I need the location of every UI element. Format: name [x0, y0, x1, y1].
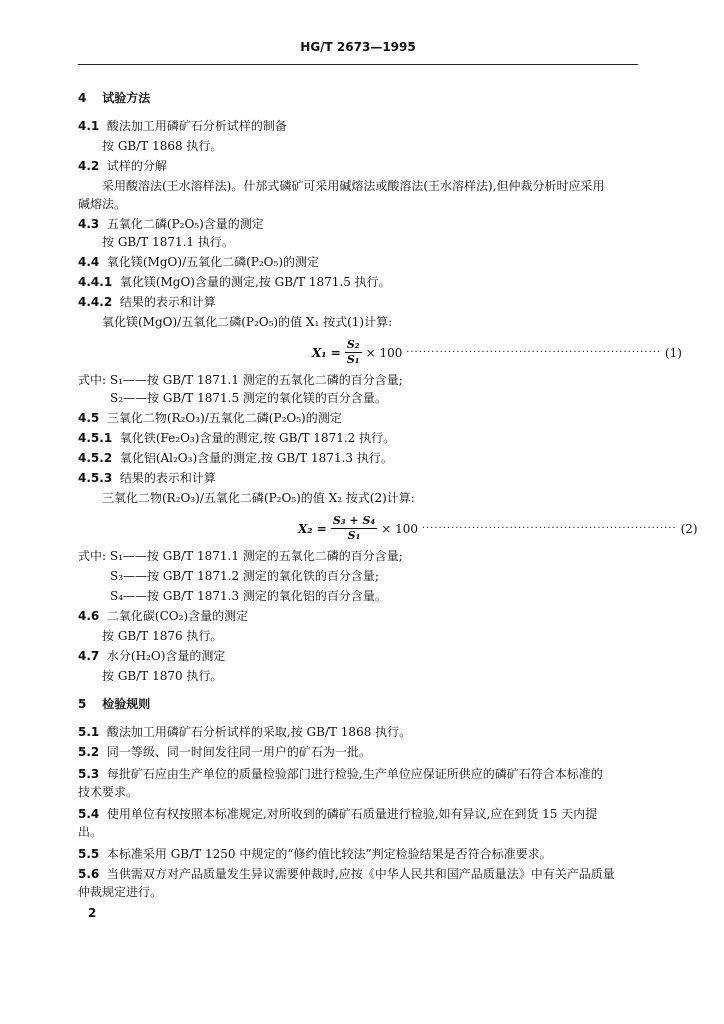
where-2-s1: 式中: S₁——按 GB/T 1871.1 测定的五氧化二磷的百分含量;	[78, 549, 403, 563]
where-2-s3: S₃——按 GB/T 1871.2 测定的氧化铁的百分含量;	[110, 569, 379, 583]
clause-4-3: 4.3 五氧化二磷(P₂O₅)含量的测定	[78, 217, 264, 231]
formula-1-leader: ·····························································	[406, 347, 662, 358]
formula-2-lhs: X₂ =	[298, 521, 327, 536]
clause-4-5-1: 4.5.1 氧化铁(Fe₂O₃)含量的测定,按 GB/T 1871.2 执行。	[78, 431, 396, 445]
clause-4-4-1: 4.4.1 氧化镁(MgO)含量的测定,按 GB/T 1871.5 执行。	[78, 275, 391, 289]
clause-4-6: 4.6 二氧化碳(CO₂)含量的测定	[78, 609, 249, 623]
clause-5-6-cont: 仲裁规定进行。	[78, 885, 163, 899]
formula-2	[298, 514, 698, 543]
standard-header: HG/T 2673—1995	[300, 40, 416, 54]
header-rule	[78, 64, 638, 65]
section-4-heading: 4 试验方法	[78, 91, 151, 105]
clause-4-6-body: 按 GB/T 1876 执行。	[102, 629, 223, 643]
where-1-s1: 式中: S₁——按 GB/T 1871.1 测定的五氧化二磷的百分含量;	[78, 373, 403, 387]
formula-1-numerator: S₂	[346, 338, 360, 351]
formula-2-label: (2)	[680, 521, 698, 536]
clause-5-3: 5.3 每批矿石应由生产单位的质量检验部门进行检验,生产单位应保证所供应的磷矿石符合本标准的	[78, 767, 603, 781]
formula-1-denominator: S₁	[346, 353, 360, 366]
formula-2-fraction	[331, 514, 377, 543]
clause-4-5-3: 4.5.3 结果的表示和计算	[78, 471, 216, 485]
clause-4-2-body-cont: 碱熔法。	[78, 197, 127, 211]
clause-4-5-2: 4.5.2 氧化铝(Al₂O₃)含量的测定,按 GB/T 1871.3 执行。	[78, 451, 393, 465]
page-number: 2	[88, 906, 97, 920]
clause-4-7: 4.7 水分(H₂O)含量的测定	[78, 649, 226, 663]
clause-5-5: 5.5 本标准采用 GB/T 1250 中规定的“修约值比较法”判定检验结果是否符合标准要求。	[78, 847, 552, 861]
section-5-heading: 5 检验规则	[78, 697, 151, 711]
formula-2-rhs: × 100	[381, 521, 418, 536]
clause-4-2: 4.2 试样的分解	[78, 159, 167, 173]
formula-1-rhs: × 100	[365, 345, 403, 360]
formula-2-denominator: S₁	[347, 529, 361, 542]
clause-4-1-body: 按 GB/T 1868 执行。	[102, 139, 223, 153]
clause-5-3-cont: 技术要求。	[78, 785, 139, 799]
clause-4-5-3-body: 三氧化二物(R₂O₃)/五氧化二磷(P₂O₅)的值 X₂ 按式(2)计算:	[102, 491, 415, 505]
formula-1-fraction	[345, 338, 362, 367]
formula-2-leader: ·····························································	[421, 523, 677, 534]
clause-4-2-body: 采用酸溶法(王水溶样法)。什邡式磷矿可采用碱熔法或酸溶法(王水溶样法),但仲裁分析时应采用	[102, 179, 605, 193]
clause-4-5: 4.5 三氧化二物(R₂O₃)/五氧化二磷(P₂O₅)的测定	[78, 411, 342, 425]
clause-5-1: 5.1 酸法加工用磷矿石分析试样的采取,按 GB/T 1868 执行。	[78, 725, 412, 739]
clause-4-3-body: 按 GB/T 1871.1 执行。	[102, 235, 234, 249]
clause-4-7-body: 按 GB/T 1870 执行。	[102, 669, 223, 683]
where-2-s4: S₄——按 GB/T 1871.3 测定的氧化铝的百分含量。	[110, 589, 387, 603]
formula-2-numerator: S₃ + S₄	[332, 514, 376, 527]
clause-4-1: 4.1 酸法加工用磷矿石分析试样的制备	[78, 119, 287, 133]
clause-4-4-2: 4.4.2 结果的表示和计算	[78, 295, 216, 309]
clause-5-6: 5.6 当供需双方对产品质量发生异议需要仲裁时,应按《中华人民共和国产品质量法》中有关产品质量	[78, 867, 615, 881]
clause-5-4: 5.4 使用单位有权按照本标准规定,对所收到的磷矿石质量进行检验,如有异议,应在到货 15 天内提	[78, 807, 598, 821]
clause-5-2: 5.2 同一等级、同一时间发往同一用户的矿石为一批。	[78, 745, 371, 759]
formula-1-lhs: X₁ =	[312, 345, 341, 360]
where-1-s2: S₂——按 GB/T 1871.5 测定的氧化镁的百分含量。	[110, 391, 387, 405]
clause-5-4-cont: 出。	[78, 825, 103, 839]
formula-1-label: (1)	[664, 345, 682, 360]
formula-1	[312, 338, 682, 367]
clause-4-4: 4.4 氧化镁(MgO)/五氧化二磷(P₂O₅)的测定	[78, 255, 320, 269]
clause-4-4-2-body: 氧化镁(MgO)/五氧化二磷(P₂O₅)的值 X₁ 按式(1)计算:	[102, 315, 393, 329]
